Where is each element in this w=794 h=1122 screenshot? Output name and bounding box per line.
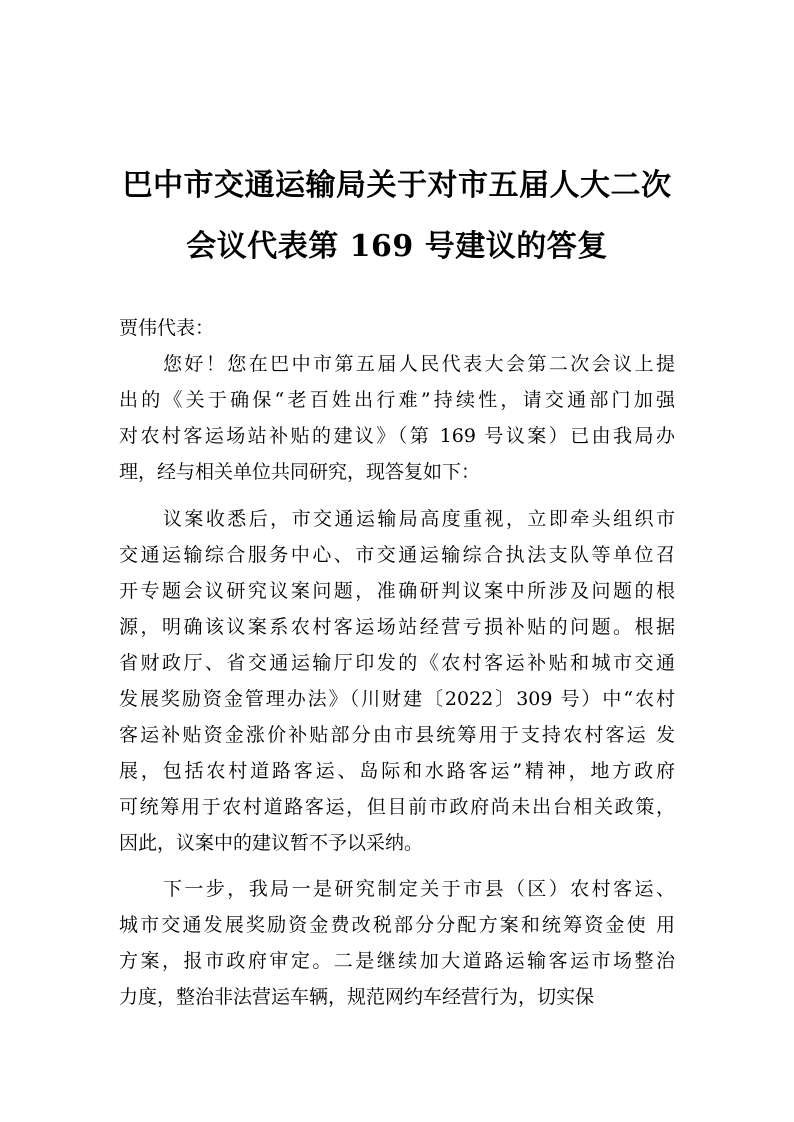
document-title-line-1: 巴中市交通运输局关于对市五届人大二次	[122, 168, 672, 203]
paragraph-line: 方案，报市政府审定。二是继续加大道路运输客运市场整治	[119, 950, 675, 972]
paragraph-line: 议案收悉后，市交通运输局高度重视，立即牵头组织市	[163, 508, 675, 530]
salutation: 贾伟代表：	[119, 317, 215, 339]
paragraph-line: 城市交通发展奖励资金费改税部分分配方案和统筹资金使 用	[119, 914, 675, 936]
paragraph-line: 客运补贴资金涨价补贴部分由市县统筹用于支持农村客运 发	[119, 724, 675, 746]
paragraph-line: 发展奖励资金管理办法》（川财建〔2022〕309 号）中“农村	[119, 688, 675, 710]
paragraph-line: 力度，整治非法营运车辆，规范网约车经营行为，切实保	[119, 986, 595, 1008]
paragraph-line: 展，包括农村道路客运、岛际和水路客运”精神，地方政府	[119, 760, 675, 782]
paragraph-line: 理，经与相关单位共同研究，现答复如下：	[119, 461, 481, 483]
paragraph-line: 交通运输综合服务中心、市交通运输综合执法支队等单位召	[119, 544, 675, 566]
paragraph-line: 可统筹用于农村道路客运，但目前市政府尚未出台相关政策，	[119, 796, 675, 818]
paragraph-line: 开专题会议研究议案问题，准确研判议案中所涉及问题的根	[119, 580, 675, 602]
paragraph-line: 下一步，我局一是研究制定关于市县（区）农村客运、	[163, 878, 675, 900]
paragraph-line: 对农村客运场站补贴的建议》（第 169 号议案）已由我局办	[119, 425, 675, 447]
paragraph-line: 省财政厅、省交通运输厅印发的《农村客运补贴和城市交通	[119, 652, 675, 674]
paragraph-line: 因此，议案中的建议暂不予以采纳。	[119, 832, 424, 854]
paragraph-line: 出的《关于确保“老百姓出行难”持续性，请交通部门加强	[119, 389, 675, 411]
paragraph-line: 您好！您在巴中市第五届人民代表大会第二次会议上提	[163, 353, 675, 375]
document-title-line-2: 会议代表第 169 号建议的答复	[186, 229, 608, 264]
paragraph-line: 源，明确该议案系农村客运场站经营亏损补贴的问题。根据	[119, 616, 675, 638]
